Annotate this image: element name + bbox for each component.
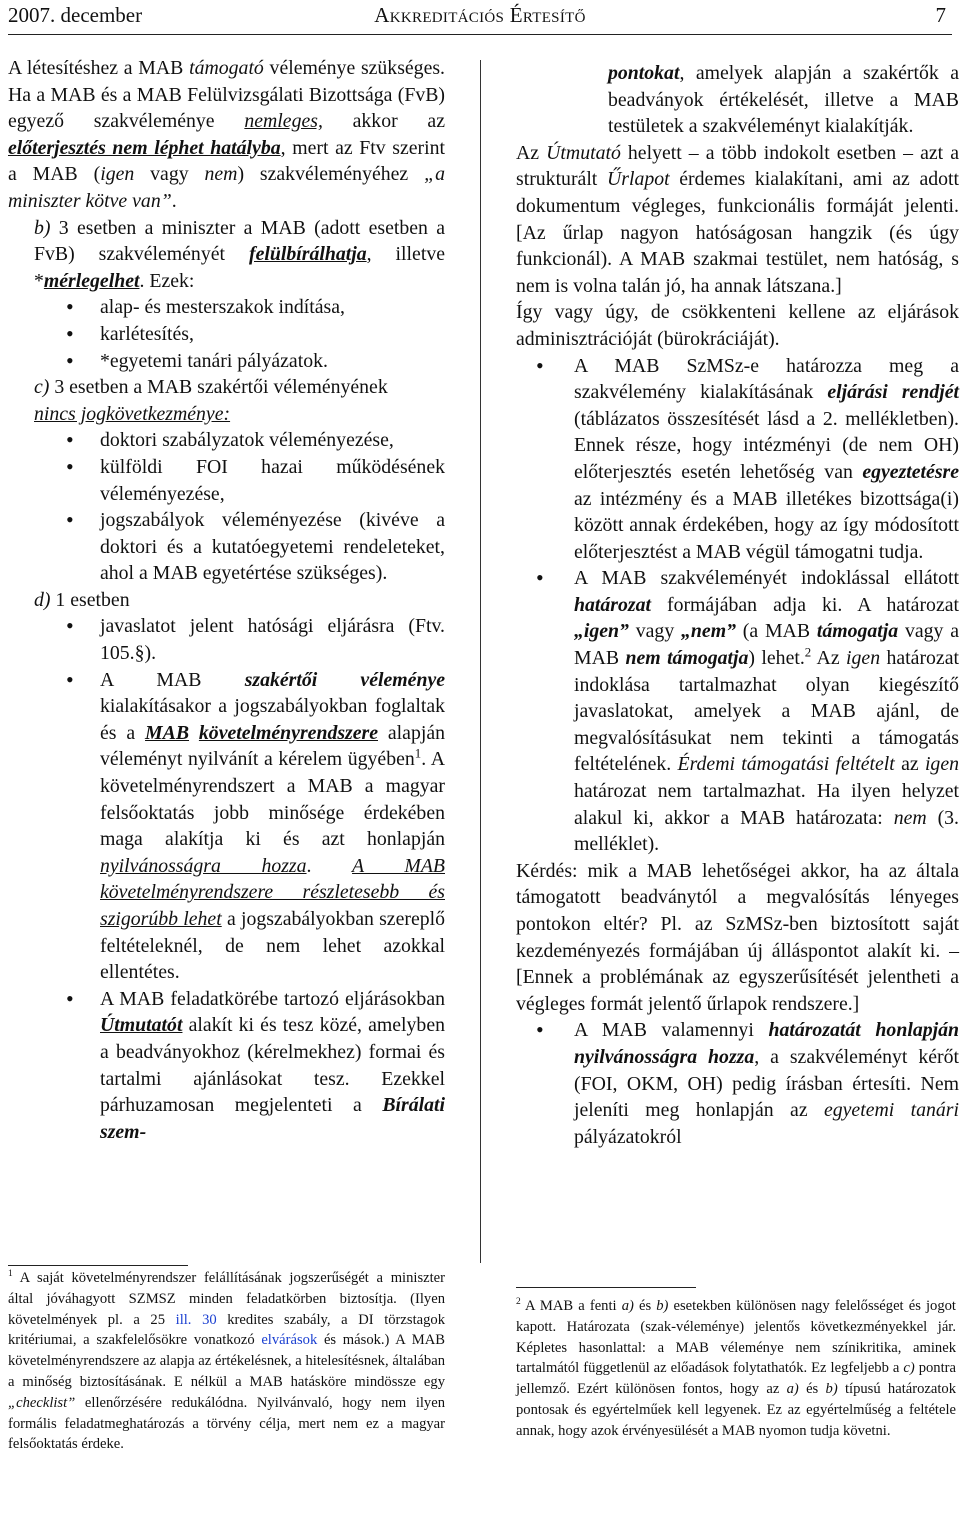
list-item: • *egyetemi tanári pályázatok. — [8, 348, 445, 375]
list-item: • A MAB feladatkörébe tartozó eljárásokban Útmutatót alakít ki és tesz közé, amelyben a beadványokhoz (kérelmekhez) formai és tartalmi ajánlásokat tesz. Ezekkel párhuzamosan megjelenteti a Bírálati szem- — [8, 986, 445, 1146]
list-item: • alap- és mesterszakok indítása, — [8, 294, 445, 321]
footnote-rule-right — [516, 1287, 696, 1288]
paragraph-utmutato: Az Útmutató helyett – a több indokolt esetben – azt a strukturált Űrlapot érdemes kialakítani, ami az adott dokumentum végleges, funkcionális formáját jelenti. [Az űrlap nagyon hatóságosan hangzik (és úgy funkcionál). A MAB szakmai testület, nem hatóság, s nem is volna talán jó, ha annak látszana.] — [516, 141, 959, 297]
right-list-2 — [516, 1017, 959, 1150]
list-item: • jogszabályok véleményezése (kivéve a doktori és a kutatóegyetemi rendeleteket, ahol a MAB egyetértése szükséges). — [8, 507, 445, 587]
paragraph-case-b: b) 3 esetben a miniszter a MAB (adott esetben a FvB) szakvéleményét felülbírálhatja, illetve *mérlegelhet. Ezek: — [34, 216, 445, 292]
list-item: • A MAB SzMSz-e határozza meg a szakvélemény kialakításának eljárási rendjét (táblázatos összesítését lásd a 2. mellékletben). Ennek része, hogy intézményi (de nem OH) előterjesztés esetén lehetőség van egyeztetésre az intézmény és a MAB illetékes bizottsága(i) között annak érdekében, hogy az így módosított előterjesztést a MAB végül támogatni tudja. — [516, 353, 959, 566]
list-item: • A MAB szakértői véleménye kialakításakor a jogszabályokban foglaltak és a MAB követelményrendszere alapján véleményt nyilvánít a kérelem ügyében$^1$. A követelményrendszert a MAB a magyar felsőoktatás jobb minősége érdekében maga alakítja ki és azt honlapján nyilvánosságra hozza. A MAB követelményrendszere részletesebb és szigorúbb lehet a jogszabályokban szereplő feltételeknél, de nem lehet azokkal ellentétes. — [8, 667, 445, 986]
paragraph-adminisztracio: Így vagy úgy, de csökkenteni kellene az eljárások adminisztrációját (bürokráciáját). — [516, 301, 959, 350]
list-item: • karlétesítés, — [8, 321, 445, 348]
header-journal-title: Akkreditációs Értesítő — [374, 3, 586, 27]
footnote-2: $^2$ A MAB a fenti a) és b) esetekben különösen nagy felelősséget és jogot kapott. Határozata (szak-véleménye) jelentős következményekkel jár. Képletes hasonlattal: a MAB véleménye nem színikritika, aminek tartalmától függetlenül az előadások folytathatók. Ez legfeljebb a c) pontra jellemző. Ezért különösen fontos, hogy az a) és b) típusú határozatok pontosak és egyértelműek kell legyenek. Ez az egyértelműség a feltétele annak, hogy azok érvényesülését a MAB nyomon tudja követni. — [516, 1297, 957, 1439]
list-item: • külföldi FOI hazai működésének véleményezése, — [8, 454, 445, 507]
footnote-rule-left — [8, 1265, 188, 1266]
page-header — [8, 0, 952, 35]
paragraph-pontokat: pontokat, amelyek alapján a szakértők a beadványok értékelését, illetve a MAB testületek a szakvéleményt kialakítják. — [608, 62, 959, 138]
left-column — [8, 55, 445, 1145]
header-page-number: 7 — [935, 3, 946, 27]
paragraph-intro: A létesítéshez a MAB támogató véleménye szükséges. Ha a MAB és a MAB Felülvizsgálati Bizottsága (FvB) egyező szakvéleménye nemleges, akkor az előterjesztés nem léphet hatályba, mert az Ftv szerint a MAB (igen vagy nem) szakvéleményéhez „a miniszter kötve van”. — [8, 57, 445, 212]
paragraph-case-c: c) 3 esetben a MAB szakértői véleményének nincs jogkövetkezménye: — [34, 376, 388, 425]
header-date: 2007. december — [8, 3, 143, 27]
case-c-list — [8, 427, 445, 587]
case-b-list — [8, 294, 445, 374]
paragraph-case-d: d) 1 esetben — [34, 588, 130, 611]
paragraph-kerdes: Kérdés: mik a MAB lehetőségei akkor, ha az általa támogatott beadványtól a megvalósítás lényeges pontokon eltér? Pl. az SzMSz-ben biztosított saját kezdeményezés formájában új álláspontot alakít ki. – [Ennek a problémának az egyszerűsítését jelentheti a végleges formát jelentő űrlapok rendszere.] — [516, 859, 959, 1015]
column-divider — [480, 60, 481, 1263]
list-item: • A MAB szakvéleményét indoklással ellátott határozat formájában adja ki. A határozat „igen” vagy „nem” (a MAB támogatja vagy a MAB nem támogatja) lehet.$^2$ Az igen határozat indoklása tartalmazhat olyan kiegészítő javaslatokat, amelyek a MAB ajánl, de megvalósításukat nem tekinti a támogatás feltételének. Érdemi támogatási feltételt az igen határozat nem tartalmazhat. Ha ilyen helyzet alakul ki, akkor a MAB határozata: nem (3. melléklet). — [516, 565, 959, 858]
list-item: • A MAB valamennyi határozatát honlapján nyilvánosságra hozza, a szakvéleményt kérőt (FOI, OKM, OH) pedig írásban értesíti. Nem jeleníti meg honlapján az egyetemi tanári pályázatokról — [516, 1017, 959, 1150]
right-column — [516, 60, 959, 1150]
footnote-1: $^1$ A saját követelményrendszer felállításának jogszerűségét a miniszter által jóváhagyott SZMSZ minden feladatkörben biztosítja. (Ilyen követelmények pl. a 25 ill. 30 kredites szabály, a DI törzstagok kritériumai, a szakfelelősökre vonatkozó elvárások és mások.) A MAB követelményrendszere az alapja az értékelésnek, a hitelesítésnek, általában a minőség biztosításának. E nélkül a MAB hatásköre mindössze egy „checklist” ellenőrzésére redukálódna. Nyilvánvaló, hogy nem ilyen formális feladatmeghatározás a törvény célja, mert nem ez a magyar felsőoktatás érdeke. — [8, 1269, 445, 1453]
right-list-1 — [516, 353, 959, 858]
case-d-list — [8, 613, 445, 1145]
list-item: • doktori szabályzatok véleményezése, — [8, 427, 445, 454]
list-item: • javaslatot jelent hatósági eljárásra (Ftv. 105.§). — [8, 613, 445, 666]
